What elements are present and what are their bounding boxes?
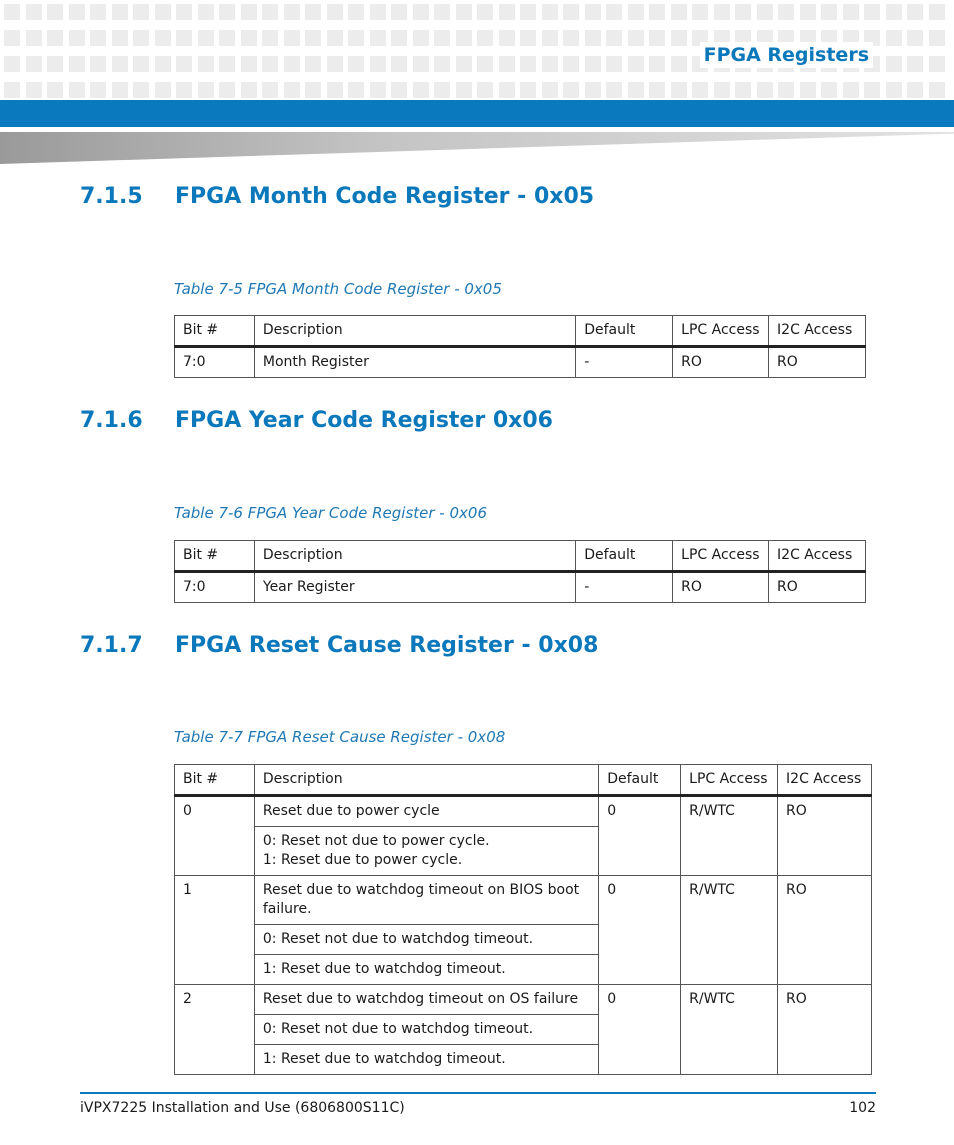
header-dot (391, 82, 407, 98)
header-dot (284, 4, 300, 20)
header-dot (886, 30, 902, 46)
header-dot (176, 30, 192, 46)
header-dot (606, 4, 622, 20)
header-dot (929, 56, 945, 72)
header-dot (284, 82, 300, 98)
header-dot (907, 4, 923, 20)
description-cell: Reset due to power cycle (254, 796, 598, 827)
bit-cell: 7:0 (175, 347, 255, 378)
default-cell: 0 (599, 876, 681, 985)
header-dot (649, 4, 665, 20)
header-dot (262, 56, 278, 72)
month-code-table (174, 315, 866, 378)
header-dot (241, 82, 257, 98)
header-dot (112, 82, 128, 98)
header-dot (241, 30, 257, 46)
header-dot (133, 30, 149, 46)
header-dot (155, 82, 171, 98)
header-dot (112, 56, 128, 72)
header-dot (26, 56, 42, 72)
header-dot (456, 30, 472, 46)
header-dot (434, 56, 450, 72)
header-dot (671, 82, 687, 98)
footer-divider (80, 1092, 876, 1094)
header-dot (262, 82, 278, 98)
header-dot (864, 82, 880, 98)
header-dot (606, 30, 622, 46)
header-dot (219, 82, 235, 98)
table-row (175, 876, 872, 925)
header-dot (370, 56, 386, 72)
default-cell: - (576, 572, 673, 603)
header-dot (907, 82, 923, 98)
column-header: Description (254, 541, 575, 572)
section-heading-7-1-6 (80, 408, 553, 433)
header-dot (843, 4, 859, 20)
header-dot (929, 4, 945, 20)
column-header: Default (576, 541, 673, 572)
header-dot (370, 82, 386, 98)
table-header-row (175, 765, 872, 796)
header-dot (4, 82, 20, 98)
header-dot (241, 4, 257, 20)
header-dot (692, 4, 708, 20)
header-dot (477, 82, 493, 98)
header-dot (47, 82, 63, 98)
description-cell: Month Register (254, 347, 575, 378)
table-caption-7-6: Table 7-6 FPGA Year Code Register - 0x06 (174, 504, 487, 522)
header-dot (241, 56, 257, 72)
header-dot (284, 56, 300, 72)
bit-cell: 1 (175, 876, 255, 985)
header-dot (542, 56, 558, 72)
header-dot (456, 4, 472, 20)
header-dot (348, 82, 364, 98)
header-dot (628, 4, 644, 20)
header-dot (4, 56, 20, 72)
header-dot (262, 30, 278, 46)
header-dot (69, 4, 85, 20)
i2c-access-cell: RO (778, 985, 872, 1075)
lpc-access-cell: R/WTC (681, 876, 778, 985)
header-dot (735, 4, 751, 20)
header-dot (198, 30, 214, 46)
table-caption-7-5: Table 7-5 FPGA Month Code Register - 0x05 (174, 280, 502, 298)
column-header: Bit # (175, 316, 255, 347)
description-cell: 0: Reset not due to power cycle. 1: Reset due to power cycle. (254, 827, 598, 876)
header-dot (4, 4, 20, 20)
table-row (175, 985, 872, 1015)
column-header: I2C Access (769, 316, 866, 347)
header-dot (434, 4, 450, 20)
header-dot (47, 4, 63, 20)
header-dot (90, 4, 106, 20)
header-dot (219, 56, 235, 72)
header-dot (284, 30, 300, 46)
header-dot (219, 4, 235, 20)
header-dot (499, 56, 515, 72)
header-dot (821, 82, 837, 98)
header-dot (520, 82, 536, 98)
header-dot (520, 56, 536, 72)
section-number: 7.1.7 (80, 633, 143, 658)
header-dot (456, 82, 472, 98)
header-dot (542, 4, 558, 20)
header-dot (26, 4, 42, 20)
header-dot (348, 30, 364, 46)
header-dot (585, 4, 601, 20)
header-dot (69, 82, 85, 98)
i2c-access-cell: RO (778, 796, 872, 876)
header-dot (155, 56, 171, 72)
header-dot (929, 82, 945, 98)
header-dot (133, 82, 149, 98)
header-dot (499, 82, 515, 98)
header-dot (649, 56, 665, 72)
table-row (175, 347, 866, 378)
bit-cell: 0 (175, 796, 255, 876)
header-dot (499, 4, 515, 20)
description-cell: 0: Reset not due to watchdog timeout. (254, 1015, 598, 1045)
header-dot (327, 4, 343, 20)
default-cell: - (576, 347, 673, 378)
section-title: FPGA Year Code Register 0x06 (175, 408, 553, 433)
column-header: LPC Access (673, 541, 769, 572)
header-dot (585, 82, 601, 98)
header-dot (413, 4, 429, 20)
header-dot (434, 82, 450, 98)
header-dot (370, 4, 386, 20)
i2c-access-cell: RO (778, 876, 872, 985)
header-dot (370, 30, 386, 46)
header-dot (563, 82, 579, 98)
header-dot (585, 30, 601, 46)
header-dot (434, 30, 450, 46)
header-dot (219, 30, 235, 46)
default-cell: 0 (599, 796, 681, 876)
header-dot (198, 82, 214, 98)
bit-cell: 2 (175, 985, 255, 1075)
column-header: Description (254, 765, 598, 796)
table-header-row (175, 541, 866, 572)
header-dot (843, 82, 859, 98)
header-dot (886, 4, 902, 20)
header-dot (262, 4, 278, 20)
lpc-access-cell: R/WTC (681, 796, 778, 876)
section-number: 7.1.6 (80, 408, 143, 433)
header-dot (542, 30, 558, 46)
column-header: I2C Access (769, 541, 866, 572)
header-dot (112, 4, 128, 20)
header-dot (520, 4, 536, 20)
header-dot (800, 4, 816, 20)
section-heading-7-1-5 (80, 184, 594, 209)
header-dot (198, 56, 214, 72)
header-dot (800, 82, 816, 98)
header-dot (327, 30, 343, 46)
header-dot (778, 4, 794, 20)
header-dot (391, 4, 407, 20)
table-row (175, 572, 866, 603)
header-dot (520, 30, 536, 46)
header-dot (671, 30, 687, 46)
header-dot (499, 30, 515, 46)
header-dot (348, 4, 364, 20)
header-dot (628, 30, 644, 46)
footer-document-title: iVPX7225 Installation and Use (6806800S11C) (80, 1100, 405, 1116)
header-dot (69, 30, 85, 46)
header-dot (477, 30, 493, 46)
column-header: Description (254, 316, 575, 347)
footer-page-number: 102 (849, 1100, 876, 1116)
description-cell: 1: Reset due to watchdog timeout. (254, 1045, 598, 1075)
header-dot (176, 4, 192, 20)
header-dot (671, 56, 687, 72)
header-dot (198, 4, 214, 20)
description-cell: Year Register (254, 572, 575, 603)
header-dot (929, 30, 945, 46)
header-dot (907, 30, 923, 46)
header-dot (4, 30, 20, 46)
header-dot (714, 4, 730, 20)
header-dot (542, 82, 558, 98)
column-header: Bit # (175, 541, 255, 572)
header-dot (26, 30, 42, 46)
table-header-row (175, 316, 866, 347)
header-dot (69, 56, 85, 72)
header-dot (133, 56, 149, 72)
header-dot (155, 4, 171, 20)
header-dot (305, 56, 321, 72)
column-header: LPC Access (681, 765, 778, 796)
header-dot (305, 30, 321, 46)
header-dot (327, 56, 343, 72)
header-dot (692, 82, 708, 98)
header-dot (391, 56, 407, 72)
section-title: FPGA Month Code Register - 0x05 (175, 184, 595, 209)
header-dot (176, 82, 192, 98)
header-dot (714, 82, 730, 98)
column-header: I2C Access (778, 765, 872, 796)
column-header: Default (599, 765, 681, 796)
header-dot (112, 30, 128, 46)
header-dot (47, 56, 63, 72)
column-header: LPC Access (673, 316, 769, 347)
header-dot (413, 56, 429, 72)
year-code-table (174, 540, 866, 603)
header-dot (907, 56, 923, 72)
section-heading-7-1-7 (80, 633, 598, 658)
header-dot (133, 4, 149, 20)
i2c-access-cell: RO (769, 347, 866, 378)
header-dot (155, 30, 171, 46)
header-dot (735, 82, 751, 98)
header-grey-wedge (0, 132, 954, 164)
header-dot (456, 56, 472, 72)
section-title: FPGA Reset Cause Register - 0x08 (175, 633, 599, 658)
header-dot (606, 82, 622, 98)
description-cell: 0: Reset not due to watchdog timeout. (254, 925, 598, 955)
header-dot (413, 30, 429, 46)
section-number: 7.1.5 (80, 184, 143, 209)
header-dot (348, 56, 364, 72)
description-cell: 1: Reset due to watchdog timeout. (254, 955, 598, 985)
header-dot (26, 82, 42, 98)
header-dot (305, 4, 321, 20)
header-dot (757, 82, 773, 98)
header-dot (757, 4, 773, 20)
header-dot (585, 56, 601, 72)
lpc-access-cell: RO (673, 572, 769, 603)
header-dot (563, 30, 579, 46)
description-cell: Reset due to watchdog timeout on OS failure (254, 985, 598, 1015)
header-dot (886, 56, 902, 72)
lpc-access-cell: RO (673, 347, 769, 378)
header-blue-bar (0, 100, 954, 127)
header-dot (671, 4, 687, 20)
header-dot (628, 56, 644, 72)
column-header: Bit # (175, 765, 255, 796)
header-dot (778, 82, 794, 98)
header-dot (649, 82, 665, 98)
header-dot (821, 4, 837, 20)
reset-cause-table (174, 764, 872, 1075)
header-dot (563, 56, 579, 72)
header-dot (391, 30, 407, 46)
header-dot (649, 30, 665, 46)
table-caption-7-7: Table 7-7 FPGA Reset Cause Register - 0x08 (174, 728, 506, 746)
header-dot (327, 82, 343, 98)
default-cell: 0 (599, 985, 681, 1075)
header-dot (90, 56, 106, 72)
header-dot (305, 82, 321, 98)
header-dot (606, 56, 622, 72)
header-dot (864, 4, 880, 20)
header-dot (47, 30, 63, 46)
description-cell: Reset due to watchdog timeout on BIOS boot failure. (254, 876, 598, 925)
header-dot (176, 56, 192, 72)
i2c-access-cell: RO (769, 572, 866, 603)
column-header: Default (576, 316, 673, 347)
header-dot (477, 4, 493, 20)
header-dot (563, 4, 579, 20)
header-dot (628, 82, 644, 98)
header-dot (886, 82, 902, 98)
header-dot (477, 56, 493, 72)
table-row (175, 796, 872, 827)
bit-cell: 7:0 (175, 572, 255, 603)
lpc-access-cell: R/WTC (681, 985, 778, 1075)
header-dot (413, 82, 429, 98)
header-dot (90, 82, 106, 98)
header-dot (90, 30, 106, 46)
page-header-title: FPGA Registers (700, 42, 873, 68)
